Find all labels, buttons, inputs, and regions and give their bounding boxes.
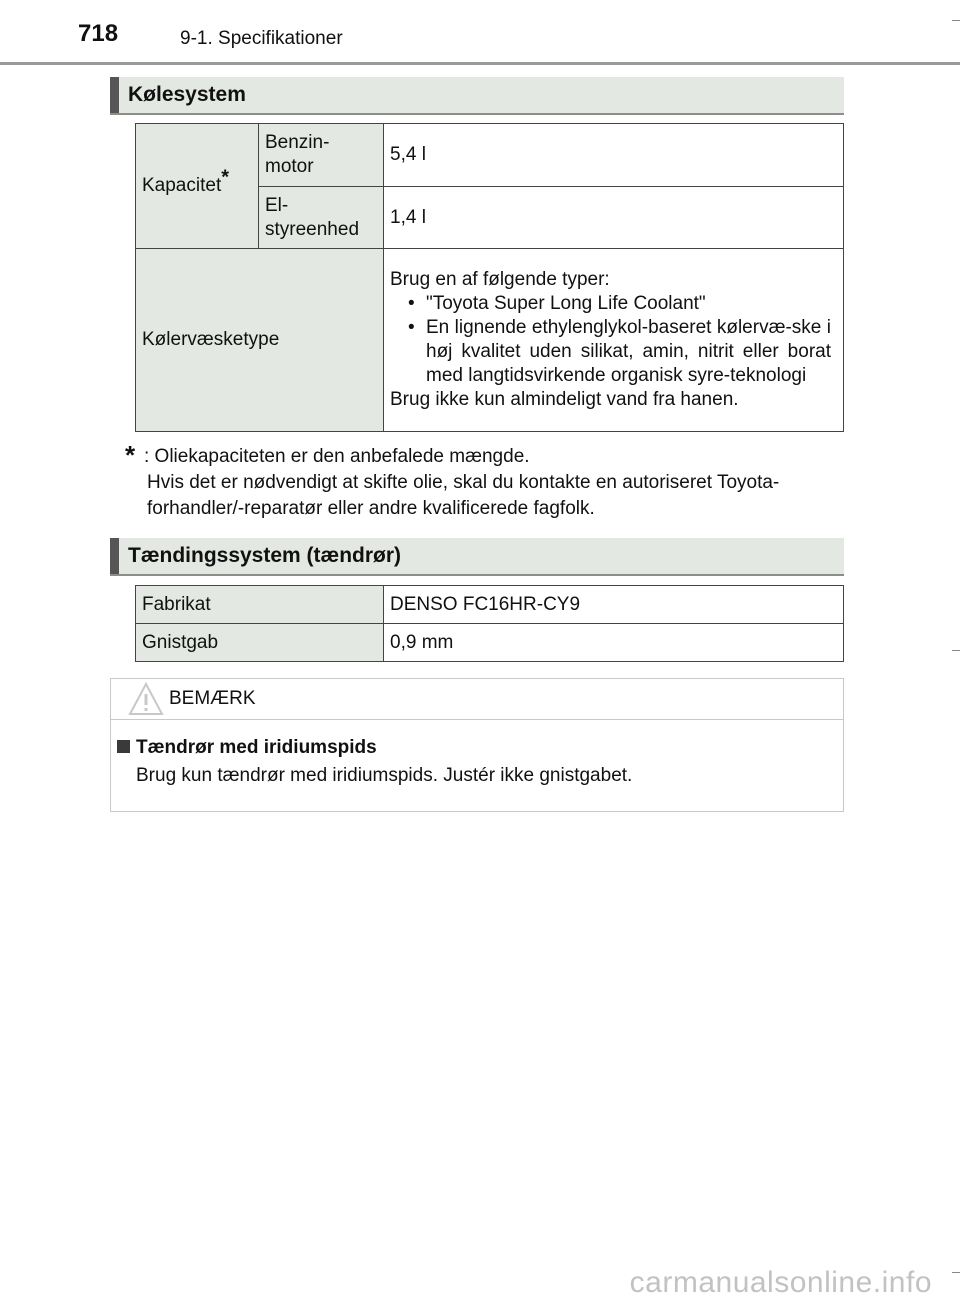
crop-mark-top [952, 20, 960, 21]
coolant-outro: Brug ikke kun almindeligt vand fra hanen. [390, 389, 739, 410]
coolant-description-cell [384, 249, 844, 432]
engine-type-cell: El- styreenhed [259, 187, 384, 249]
spec-value-cell: 0,9 mm [384, 624, 844, 662]
spec-label-cell: Gnistgab [136, 624, 384, 662]
notice-subtitle [117, 737, 377, 759]
list-item: • En lignende ethylenglykol-baseret kølervæ-ske i høj kvalitet uden silikat, amin, nitrit eller borat med langtidsvirkende organisk syre-teknologi [390, 316, 831, 388]
capacity-label-cell [136, 124, 259, 249]
section-title: Tændingssystem (tændrør) [128, 544, 402, 567]
warning-triangle-icon [128, 682, 164, 716]
footnote-line-2: Hvis det er nødvendigt at skifte olie, skal du kontakte en autoriseret Toyota-forhandler/-reparatør eller andre kvalificerede fagfolk. [147, 472, 780, 519]
engine-type-cell: Benzin- motor [259, 124, 384, 187]
table-row [136, 124, 844, 187]
coolant-type-list [390, 292, 831, 388]
list-item: • "Toyota Super Long Life Coolant" [390, 292, 831, 316]
notice-text: Brug kun tændrør med iridiumspids. Justér ikke gnistgabet. [136, 765, 633, 786]
notice-box [110, 678, 844, 812]
section-accent [110, 77, 119, 113]
crop-mark-bottom [952, 1272, 960, 1273]
capacity-value-cell: 5,4 l [384, 124, 844, 187]
section-title: Kølesystem [128, 83, 246, 106]
table-row [136, 624, 844, 662]
section-accent [110, 538, 119, 574]
chapter-title: 9-1. Specifikationer [180, 28, 343, 49]
ignition-spec-table [135, 585, 844, 662]
footnote [125, 440, 845, 522]
footnote-line-1: : Oliekapaciteten er den anbefalede mængde. [144, 446, 530, 467]
notice-title: BEMÆRK [169, 688, 256, 709]
spec-label-cell: Fabrikat [136, 586, 384, 624]
watermark: carmanualsonline.info [629, 1266, 932, 1299]
footnote-marker: * [125, 440, 136, 470]
spec-value-cell: DENSO FC16HR-CY9 [384, 586, 844, 624]
notice-subtitle-text: Tændrør med iridiumspids [136, 737, 377, 758]
table-row [136, 586, 844, 624]
crop-mark-middle [952, 650, 960, 651]
page-number: 718 [78, 20, 119, 47]
page-header [0, 0, 960, 65]
cooling-section-heading [110, 77, 844, 115]
cooling-spec-table [135, 123, 844, 432]
capacity-label: Kapacitet [142, 175, 222, 196]
square-bullet-icon [117, 740, 130, 753]
capacity-value-cell: 1,4 l [384, 187, 844, 249]
coolant-label-cell: Kølervæsketype [136, 249, 384, 432]
ignition-section-heading [110, 538, 844, 576]
coolant-intro: Brug en af følgende typer: [390, 269, 610, 290]
footnote-marker: * [221, 166, 230, 189]
notice-header [111, 679, 843, 720]
table-row [136, 249, 844, 432]
